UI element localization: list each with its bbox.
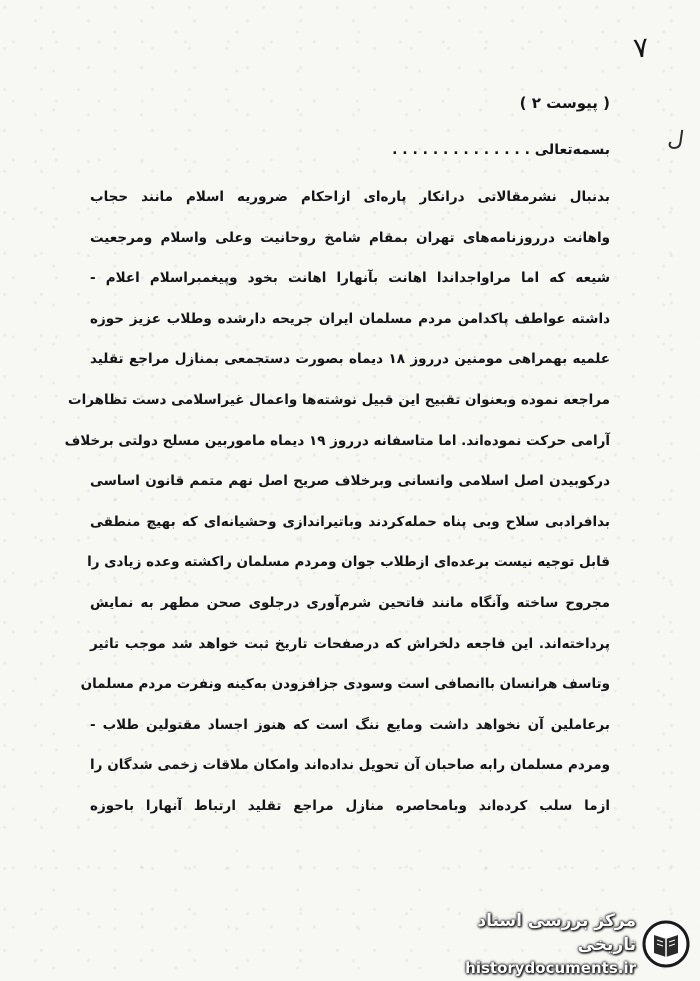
body-line: مجروح ساخته وآنگاه مانند فاتحین شرم‌آوری درجلوی صحن مطهر به نمایش [90, 594, 610, 611]
book-emblem-icon [642, 920, 690, 968]
body-line: شیعه که اما مراواجداندا اهانت بآنهارا اهانت بخود وپیغمبراسلام اعلام - [90, 270, 610, 287]
body-line: آرامی حرکت نموده‌اند. اما متاسفانه درروز ۱۹ دیماه ماموربین مسلح دولتی برخلاف [64, 432, 610, 449]
document-number-mark: ۷ [631, 30, 651, 65]
body-line: ازما سلب کرده‌اند وبامحاصره منازل مراجع تقلید ارتباط آنهارا باحوزه [90, 797, 610, 814]
body-line: داشته عواطف پاکدامن مردم مسلمان ایران جریحه دارشده وطلاب عزیز حوزه [90, 310, 610, 327]
watermark-text [418, 909, 636, 979]
body-line: پرداخته‌اند. این فاجعه دلخراش که درصفحات تاریخ ثبت خواهد شد موجب تاثیر [90, 635, 610, 652]
body-line: بدافرادبی سلاح وبی پناه حمله‌کردند وباتیراندازی وحشیانه‌ای که بهیچ منطقی [90, 513, 610, 530]
body-line: برعاملین آن نخواهد داشت ومایع ننگ است که هنوز اجساد مقتولین طلاب - [90, 716, 610, 733]
body-line: مراجعه نموده وبعنوان تقبیح این قبیل نوشته‌ها واعمال غیراسلامی دست تظاهرات [68, 391, 610, 408]
appendix-label: ( پیوست ۲ ) [519, 94, 610, 112]
watermark-title: مرکز بررسی اسناد تاریخی [477, 911, 636, 955]
body-line: قابل توجیه نیست برعده‌ای ازطلاب جوان ومردم مسلمان راکشته وعده زیادی را [87, 554, 610, 571]
margin-mark: ل [666, 125, 686, 153]
body-line: وتاسف هرانسان باانصافی است وسودی جزافزودن به‌کینه ونفرت مردم مسلمان [80, 676, 610, 693]
body-line: بدنبال نشرمقالاتی درانکار پاره‌ای ازاحکام ضروریه اسلام مانند حجاب [90, 189, 610, 205]
basmala-heading: بسمه‌تعالی . . . . . . . . . . . . . . [392, 142, 610, 158]
letter-body [64, 177, 611, 827]
body-line: واهانت درروزنامه‌های تهران بمقام شامخ روحانیت وعلی واسلام ومرجعیت [90, 229, 610, 246]
watermark [418, 911, 690, 977]
body-line: علمیه بهمراهی مومنین درروز ۱۸ دیماه بصورت دستجمعی بمنازل مراجع تقلید [90, 351, 611, 368]
body-line: ومردم مسلمان رابه صاحبان آن تحویل نداده‌اند وامکان ملاقات زخمی شدگان را [90, 757, 610, 774]
body-line: درکوبیدن اصل اسلامی وانسانی وبرخلاف صریح اصل نهم متمم قانون اساسی [90, 473, 610, 490]
watermark-url: historydocuments.ir [465, 959, 636, 977]
